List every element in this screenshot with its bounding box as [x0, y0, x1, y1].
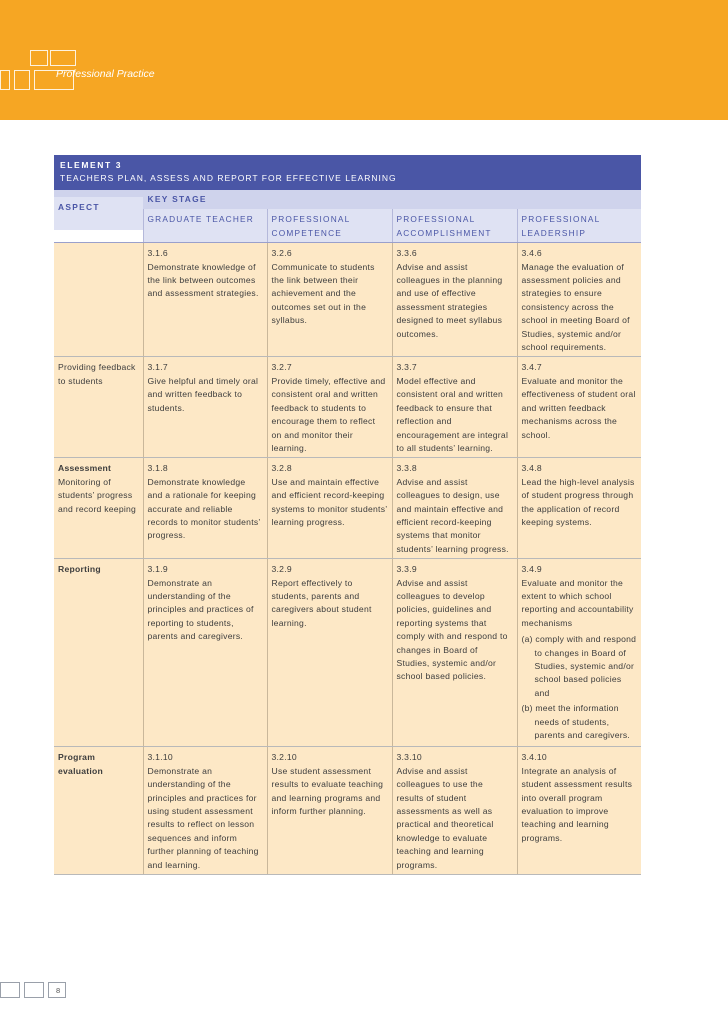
table-row — [54, 357, 641, 458]
criterion-code: 3.4.7 — [521, 362, 542, 373]
criterion-code: 3.2.6 — [271, 248, 292, 259]
criterion-text: Demonstrate knowledge and a rationale for keeping accurate and reliable records to monitor students’ progress. — [147, 476, 261, 541]
criterion-code: 3.4.6 — [521, 248, 542, 259]
column-header-accomplishment: PROFESSIONAL ACCOMPLISHMENT — [392, 209, 517, 242]
criterion-text: Use and maintain effective and efficient record-keeping systems to monitor students’ learning progress. — [271, 476, 388, 527]
column-header-row — [54, 209, 641, 242]
section-title: Professional Practice — [56, 68, 155, 80]
criterion-code: 3.1.9 — [147, 564, 168, 575]
criterion-text: Communicate to students the link between their achievement and the outcomes set out in the syllabus. — [271, 261, 375, 326]
criterion-cell-graduate — [143, 458, 267, 559]
criterion-text: Lead the high-level analysis of student progress through the application of record keeping systems. — [521, 476, 635, 527]
criterion-cell-leadership — [517, 747, 641, 875]
standards-table — [54, 155, 641, 875]
criterion-text: Model effective and consistent oral and written feedback to ensure that reflection and encouragement are integral to all students’ learning. — [396, 375, 509, 453]
criterion-cell-leadership — [517, 357, 641, 458]
aspect-cell — [54, 357, 143, 458]
criterion-code: 3.3.7 — [396, 362, 417, 373]
criterion-code: 3.1.6 — [147, 248, 168, 259]
criterion-text: Manage the evaluation of assessment policies and strategies to ensure consistency across the school in meeting Board of Studies, systemic and/or school requirements. — [521, 261, 630, 353]
criterion-text: Report effectively to students, parents and caregivers about student learning. — [271, 577, 372, 628]
element-number: ELEMENT 3 — [60, 160, 123, 170]
aspect-title: Reporting — [58, 564, 101, 575]
criterion-text: Use student assessment results to evaluate teaching and learning programs and inform further planning. — [271, 765, 384, 817]
criterion-code: 3.3.6 — [396, 248, 417, 259]
criterion-cell-graduate — [143, 559, 267, 747]
criterion-text: Demonstrate knowledge of the link between outcomes and assessment strategies. — [147, 261, 259, 299]
criterion-cell-competence — [267, 559, 392, 747]
criterion-cell-leadership — [517, 243, 641, 357]
criterion-cell-accomplishment — [392, 747, 517, 875]
criterion-cell-competence — [267, 747, 392, 875]
element-header — [54, 155, 641, 190]
key-stage-label: KEY STAGE — [143, 190, 641, 209]
criterion-cell-accomplishment — [392, 357, 517, 458]
page-number: 8 — [56, 986, 61, 995]
criterion-code: 3.3.10 — [396, 752, 422, 763]
criterion-text: Advise and assist colleagues to use the results of student assessments as well as practical and theoretical knowledge to evaluate teaching and learning programs. — [396, 765, 494, 870]
criterion-code: 3.3.8 — [396, 463, 417, 474]
column-header-leadership: PROFESSIONAL LEADERSHIP — [517, 209, 641, 242]
table-row — [54, 559, 641, 747]
aspect-title: Program evaluation — [58, 752, 104, 776]
table-row — [54, 747, 641, 875]
aspect-header: ASPECT — [54, 197, 143, 230]
criterion-code: 3.4.9 — [521, 564, 542, 575]
aspect-cell — [54, 559, 143, 747]
table-row — [54, 243, 641, 357]
header-banner — [0, 0, 728, 120]
criterion-text: Advise and assist colleagues to develop policies, guidelines and reporting systems that comply with and respond to changes in Board of Studies, systemic and/or school based policies. — [396, 577, 508, 682]
criterion-text: Evaluate and monitor the extent to which school reporting and accountability mechanisms — [521, 577, 634, 628]
criteria-table — [54, 190, 641, 875]
table-row — [54, 458, 641, 559]
criterion-cell-competence — [267, 357, 392, 458]
criterion-text: Advise and assist colleagues in the planning and use of effective assessment strategies designed to meet syllabus outcomes. — [396, 261, 503, 339]
criterion-cell-accomplishment — [392, 458, 517, 559]
criterion-cell-graduate — [143, 243, 267, 357]
criterion-text: Provide timely, effective and consistent oral and written feedback to students to encourage them to reflect on and monitor their learning. — [271, 375, 386, 453]
criterion-code: 3.2.9 — [271, 564, 292, 575]
criterion-cell-accomplishment — [392, 243, 517, 357]
criterion-cell-accomplishment — [392, 559, 517, 747]
criterion-cell-competence — [267, 243, 392, 357]
criterion-code: 3.1.7 — [147, 362, 168, 373]
criterion-text: Evaluate and monitor the effectiveness of student oral and written feedback mechanisms across the school. — [521, 375, 636, 440]
aspect-cell — [54, 747, 143, 875]
criterion-code: 3.2.10 — [271, 752, 297, 763]
criterion-code: 3.2.7 — [271, 362, 292, 373]
column-header-competence: PROFESSIONAL COMPETENCE — [267, 209, 392, 242]
element-title: TEACHERS PLAN, ASSESS AND REPORT FOR EFFECTIVE LEARNING — [60, 173, 397, 183]
criterion-text: Integrate an analysis of student assessment results into overall program evaluation to improve teaching and learning programs. — [521, 765, 633, 843]
criterion-text: Give helpful and timely oral and written feedback to students. — [147, 375, 259, 413]
criterion-code: 3.4.8 — [521, 463, 542, 474]
criterion-text: Demonstrate an understanding of the principles and practices for using student assessment results to reflect on lesson sequences and inform further planning of teaching and learning. — [147, 765, 259, 870]
aspect-cell — [54, 458, 143, 559]
criterion-cell-leadership — [517, 458, 641, 559]
criterion-code: 3.4.10 — [521, 752, 547, 763]
criterion-cell-graduate — [143, 747, 267, 875]
criterion-cell-competence — [267, 458, 392, 559]
criterion-sub-item: (a) comply with and respond to changes in Board of Studies, systemic and/or school based policies and — [521, 634, 637, 698]
criterion-sub-list — [522, 633, 638, 742]
criterion-cell-leadership — [517, 559, 641, 747]
aspect-description: Providing feedback to students — [58, 362, 136, 386]
aspect-description: Monitoring of students’ progress and record keeping — [58, 476, 137, 514]
aspect-cell — [54, 243, 143, 357]
criterion-code: 3.1.10 — [147, 752, 173, 763]
criterion-code: 3.2.8 — [271, 463, 292, 474]
criterion-text: Demonstrate an understanding of the principles and practices of reporting to students, parents and caregivers. — [147, 577, 254, 642]
criterion-code: 3.3.9 — [396, 564, 417, 575]
criterion-text: Advise and assist colleagues to design, use and maintain effective and efficient record-keeping systems that monitor students’ learning progress. — [396, 476, 509, 554]
criterion-sub-item: (b) meet the information needs of students, parents and caregivers. — [521, 703, 631, 741]
aspect-title: Assessment — [58, 463, 112, 474]
criterion-code: 3.1.8 — [147, 463, 168, 474]
criterion-cell-graduate — [143, 357, 267, 458]
column-header-graduate: GRADUATE TEACHER — [143, 209, 267, 242]
